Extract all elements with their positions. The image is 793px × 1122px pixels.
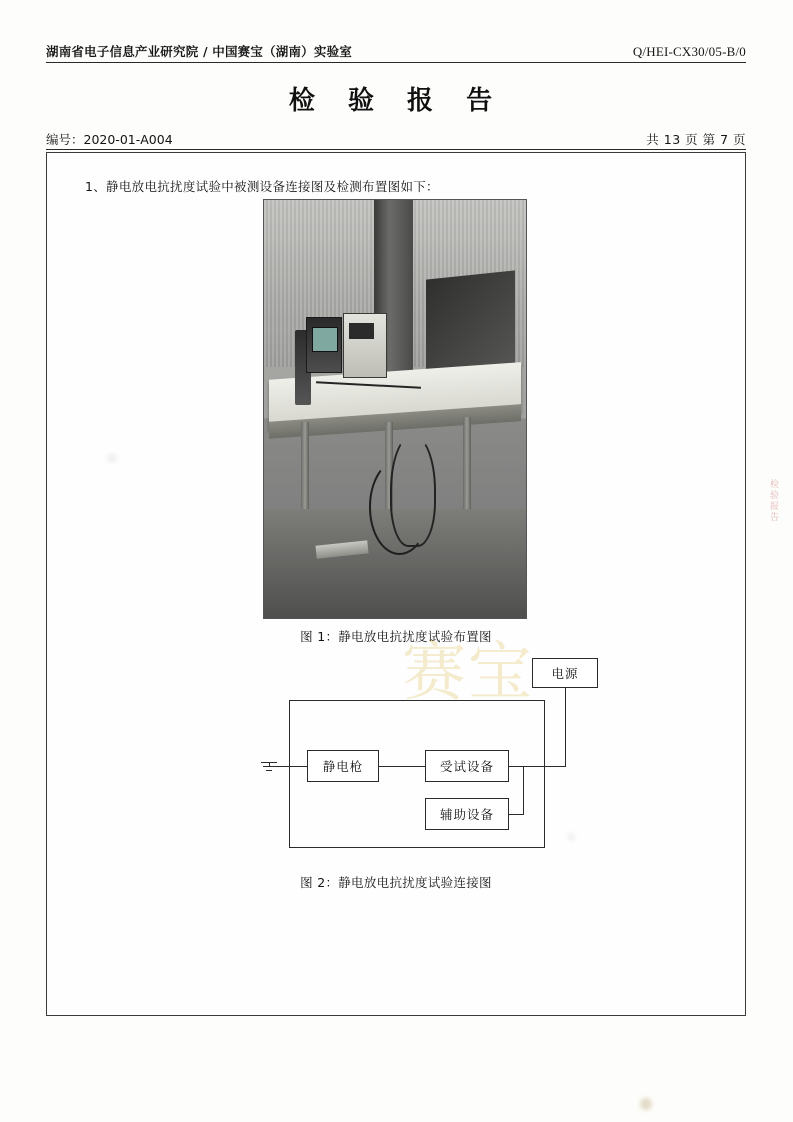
diagram-box-eut: 受试设备 (425, 750, 509, 782)
figure1-caption: 图 1：静电放电抗扰度试验布置图 (300, 629, 492, 644)
photo-background (264, 200, 526, 618)
header-document-code: Q/HEI-CX30/05-B/0 (632, 44, 746, 59)
item-description: 1、静电放电抗扰度试验中被测设备连接图及检测布置图如下： (85, 179, 439, 194)
content-frame (46, 152, 746, 1016)
diagram-connector (523, 766, 524, 814)
scan-artifact (640, 1098, 652, 1110)
sub-header-divider (46, 149, 746, 150)
header-organization: 湖南省电子信息产业研究院 / 中国赛宝（湖南）实验室 (46, 44, 352, 59)
report-number: 编号：2020-01-A004 (46, 132, 173, 147)
header-divider (46, 62, 746, 63)
figure1-photo (263, 199, 527, 619)
diagram-box-esd-gun: 静电枪 (307, 750, 379, 782)
ground-icon (261, 758, 277, 774)
edge-stamp: 检验报告 (770, 480, 780, 523)
figure2-caption: 图 2：静电放电抗扰度试验连接图 (300, 875, 492, 890)
diagram-connector (379, 766, 425, 767)
diagram-box-auxiliary: 辅助设备 (425, 798, 509, 830)
page-title: 检 验 报 告 (288, 86, 505, 116)
photo-instrument-dark (306, 317, 342, 373)
page-number: 共 13 页 第 7 页 (646, 132, 746, 147)
watermark: 赛宝 (402, 636, 534, 710)
diagram-box-power: 电源 (532, 658, 598, 688)
diagram-connector (565, 688, 566, 766)
figure2-diagram (227, 658, 587, 863)
diagram-connector (273, 766, 307, 767)
page-header (46, 42, 746, 60)
scan-artifact (107, 453, 117, 463)
sub-header (46, 130, 746, 148)
photo-instrument-light (343, 313, 387, 378)
diagram-connector (509, 766, 566, 767)
photo-ground-wire (390, 434, 436, 547)
scan-artifact (567, 833, 575, 841)
diagram-connector (509, 814, 524, 815)
